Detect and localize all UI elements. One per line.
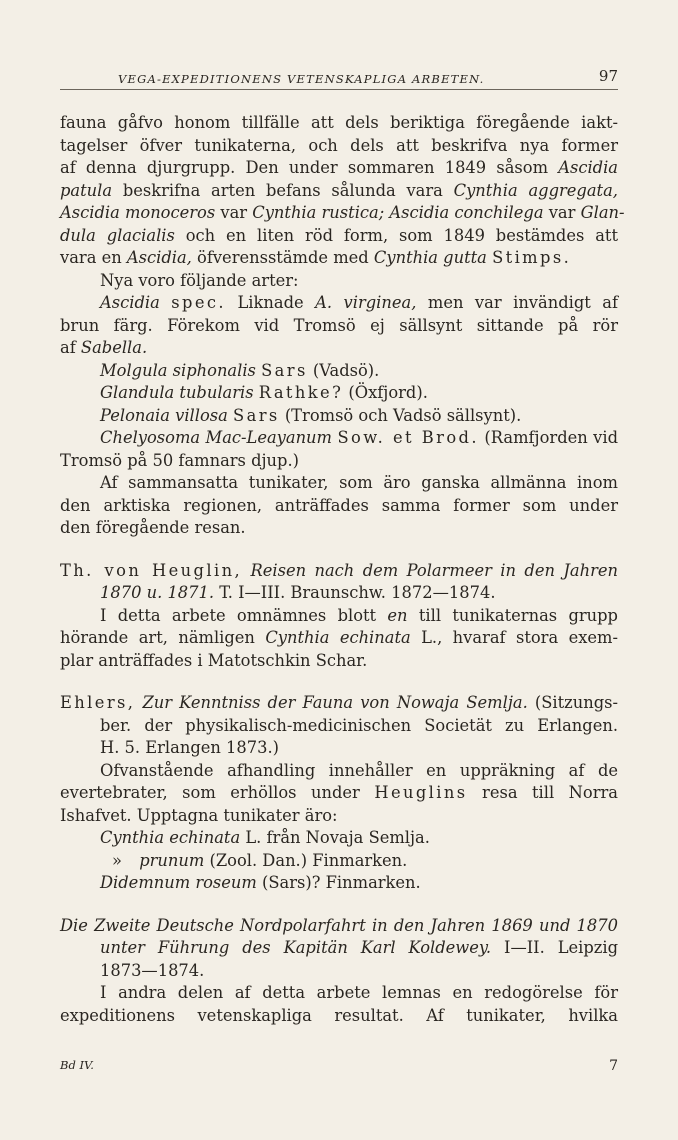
text-line <box>60 760 618 783</box>
text-span: (Öxfjord). <box>348 383 428 402</box>
text-span: Cynthia gutta <box>373 248 487 267</box>
species-line <box>60 850 618 873</box>
text-span: L. från Novaja Semlja. <box>245 828 430 847</box>
text-span: Chelyosoma Mac-Leayanum <box>100 428 332 447</box>
text-line <box>60 805 618 828</box>
text-span: A. virginea, <box>315 293 417 312</box>
reference-line <box>60 737 618 760</box>
text-line <box>60 450 618 473</box>
text-line <box>60 315 618 338</box>
text-span: Die Zweite Deutsche Nordpolarfahrt in den Jahren 1869 und 1870 <box>60 915 618 935</box>
species-line <box>60 405 618 428</box>
text-span: Af sammansatta tunikater, som äro ganska allmänna inom <box>100 473 618 492</box>
text-span: beskrifna arten befans sålunda vara <box>122 180 443 200</box>
text-span: brun färg. Förekom vid Tromsö ej sällsynt sittande på rör <box>60 315 618 335</box>
text-span: Heuglins <box>374 783 468 802</box>
body-text <box>60 112 625 1027</box>
text-span: Sars <box>233 405 280 425</box>
text-line <box>60 292 618 315</box>
text-span: öfverensstämde med <box>197 248 369 267</box>
text-span: hörande art, nämligen <box>60 628 255 647</box>
text-line <box>60 517 618 540</box>
text-line <box>60 270 618 293</box>
species-line <box>60 360 618 383</box>
text-line <box>60 180 618 203</box>
text-span: vara en <box>60 248 122 267</box>
text-span: Liknade <box>237 293 304 312</box>
text-line <box>60 782 618 805</box>
text-span: Glandula tubularis <box>100 383 254 402</box>
text-span: den föregående resan. <box>60 518 246 537</box>
text-span: H. 5. Erlangen 1873.) <box>100 738 280 757</box>
text-span: (Zool. Dan.) Finmarken. <box>209 850 408 870</box>
text-span: Rathke? <box>258 383 344 402</box>
header-rule <box>60 89 618 90</box>
text-span: af denna djurgrupp. Den under sommaren 1849 såsom <box>60 158 549 177</box>
text-span: Glan- <box>580 203 625 222</box>
text-line <box>60 225 618 248</box>
text-span: L., hvaraf stora exem- <box>421 628 618 647</box>
page-number: 97 <box>598 67 618 85</box>
text-span: Cynthia rustica; Ascidia conchilega <box>252 203 544 222</box>
paragraph-gap <box>60 540 618 560</box>
reference-line <box>60 960 618 983</box>
text-span: Cynthia echinata <box>100 828 241 847</box>
text-line <box>60 157 618 180</box>
text-span: I—II. Leipzig <box>504 938 618 957</box>
text-line <box>60 627 618 650</box>
text-span: Stimps. <box>492 248 572 267</box>
text-line <box>60 472 618 495</box>
text-span: evertebrater, som erhöllos under <box>60 783 360 802</box>
text-line <box>60 1005 618 1028</box>
text-span: Ascidia <box>100 293 160 312</box>
text-span: unter Führung des Kapitän Karl Koldewey. <box>100 938 492 957</box>
text-span: expeditionens vetenskapliga resultat. Af tunikater, hvilka <box>60 1005 618 1025</box>
species-line <box>60 427 618 450</box>
text-span: Cynthia aggregata, <box>453 180 618 200</box>
text-span: I detta arbete omnämnes blott <box>100 605 377 625</box>
text-line <box>60 112 618 135</box>
reference-line <box>60 715 618 738</box>
text-span: Sabella. <box>80 338 148 357</box>
text-span: och en liten röd form, som 1849 bestämdes att <box>185 225 619 245</box>
text-span: Pelonaia villosa <box>100 405 228 425</box>
text-span: (Tromsö och Vadsö sällsynt). <box>284 405 522 425</box>
reference-line <box>60 560 618 583</box>
paragraph-gap <box>60 672 618 692</box>
text-span: Ascidia monoceros <box>60 203 216 222</box>
species-line <box>60 872 618 895</box>
text-span: till tunikaternas grupp <box>418 605 618 625</box>
reference-line <box>60 937 618 960</box>
text-span: Sow. et Brod. <box>337 428 479 447</box>
text-span: Zur Kenntniss der Fauna von Nowaja Semlja. <box>142 693 528 712</box>
text-span: af <box>60 338 76 357</box>
text-span: var <box>548 203 576 222</box>
text-span: resa till Norra <box>482 783 618 802</box>
text-line <box>60 337 618 360</box>
signature-mark: Bd IV. <box>60 1058 94 1072</box>
text-span: T. I—III. Braunschw. 1872—1874. <box>219 583 496 602</box>
text-line <box>60 202 625 225</box>
text-span: Ofvanstående afhandling innehåller en uppräkning af de <box>100 760 618 780</box>
text-span: plar anträffades i Matotschkin Schar. <box>60 650 368 670</box>
reference-line <box>60 915 618 938</box>
text-span: Ascidia, <box>126 248 192 267</box>
running-title: VEGA-EXPEDITIONENS VETENSKAPLIGA ARBETEN. <box>118 72 485 86</box>
text-span: Reisen nach dem Polarmeer in den Jahren <box>250 560 618 580</box>
text-line <box>60 495 618 518</box>
reference-line <box>60 692 618 715</box>
text-span: » <box>112 850 122 870</box>
paragraph-gap <box>60 895 618 915</box>
signature-number: 7 <box>609 1058 618 1074</box>
text-span: dula glacialis <box>60 225 175 245</box>
text-span: en <box>387 605 408 625</box>
reference-line <box>60 582 618 605</box>
text-span: (Ramfjorden vid <box>484 428 618 447</box>
text-span: (Sitzungs- <box>534 693 618 712</box>
text-span: (Sars)? Finmarken. <box>262 873 421 892</box>
text-span: var <box>220 203 248 222</box>
text-span: 1873—1874. <box>100 960 205 980</box>
text-span: Cynthia echinata <box>265 628 411 647</box>
text-span: den arktiska regionen, anträffades samma former som under <box>60 495 618 515</box>
text-span: men var invändigt af <box>427 293 619 312</box>
text-span: I andra delen af detta arbete lemnas en redogörelse för <box>100 983 618 1002</box>
text-line <box>60 982 618 1005</box>
text-span: Ascidia <box>558 158 618 177</box>
text-span: Tromsö på 50 famnars djup.) <box>60 450 299 470</box>
text-line <box>60 247 618 270</box>
text-span: fauna gåfvo honom tillfälle att dels beriktiga föregående iakt- <box>60 113 618 132</box>
text-span: tagelser öfver tunikaterna, och dels att beskrifva nya former <box>60 135 618 155</box>
text-line <box>60 135 618 158</box>
species-line <box>60 382 618 405</box>
text-span: Sars <box>261 360 308 380</box>
text-span: Molgula siphonalis <box>100 360 256 380</box>
text-span: Nya voro följande arter: <box>100 270 299 290</box>
species-line <box>60 827 618 850</box>
text-span: Ehlers, <box>60 693 136 712</box>
text-span: Didemnum roseum <box>100 873 257 892</box>
text-span: Th. von Heuglin, <box>60 560 243 580</box>
text-line <box>60 650 618 673</box>
text-span: ber. der physikalisch-medicinischen Societät zu Erlangen. <box>100 715 618 735</box>
text-span: prunum <box>139 850 205 870</box>
text-span: (Vadsö). <box>312 360 380 380</box>
text-span: 1870 u. 1871. <box>100 583 215 602</box>
text-span: patula <box>60 180 113 200</box>
text-span: spec. <box>171 293 226 312</box>
text-span: Ishafvet. Upptagna tunikater äro: <box>60 805 338 825</box>
page-footer <box>60 1058 618 1072</box>
text-line <box>60 605 618 628</box>
